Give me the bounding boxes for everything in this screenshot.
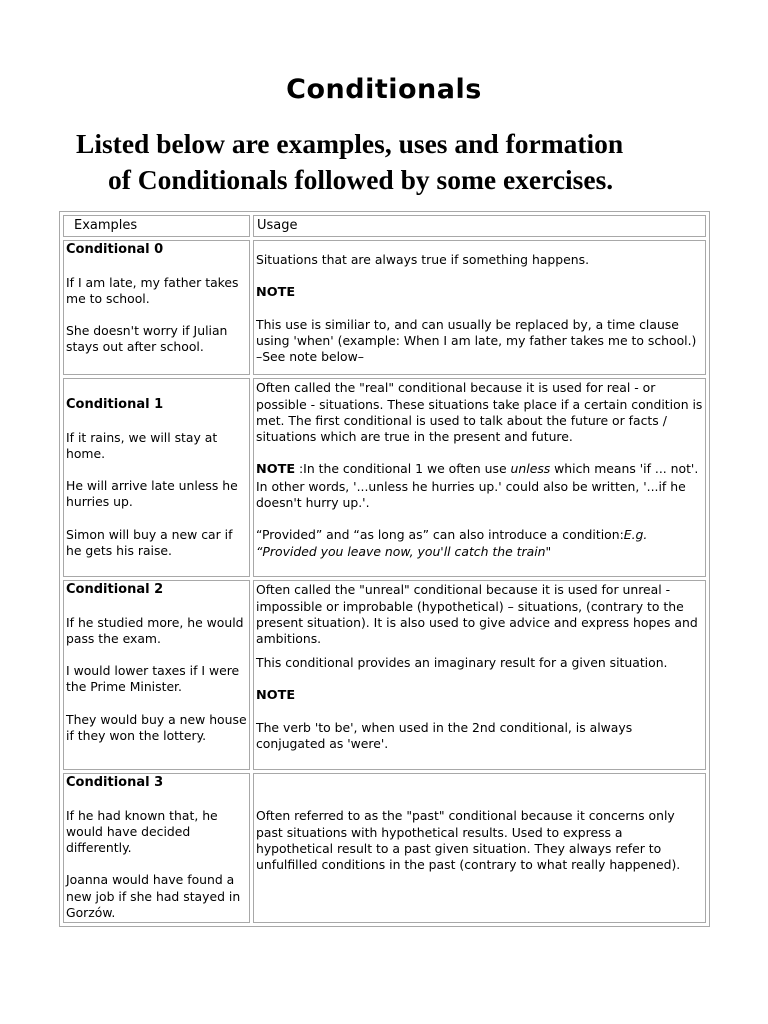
usage-text: Often called the "unreal" conditional because it is used for unreal - impossible or improbable (hypothetical) – situations, (contrary to the present situation). It is also used to give advice and express hopes and ambitions. [256,582,698,647]
usage-text: The verb 'to be', when used in the 2nd conditional, is always conjugated as 'were'. [256,720,633,752]
usage-cell [253,580,706,770]
note-label: NOTE [256,462,296,478]
header-examples: Examples [63,215,250,237]
example-text: He will arrive late unless he hurries up. [66,478,238,510]
table-row [63,773,706,923]
usage-emphasis: E.g. [623,527,648,543]
example-text: They would buy a new house if they won the lottery. [66,711,247,744]
table-row [63,580,706,770]
subtitle-line-1: Listed below are examples, uses and formation [76,128,624,159]
table-header-row [63,215,706,237]
usage-text [256,527,703,560]
usage-text: Often referred to as the "past" conditional because it concerns only past situations with hypothetical results. Used to express a hypothetical result to a past given situation. They always refer to unfulfilled conditions in the past (contrary to what really happened). [256,808,681,873]
example-text: If I am late, my father takes me to school. [66,274,239,306]
conditional-name: Conditional 0 [66,242,164,258]
note-emphasis: unless [510,461,551,477]
examples-cell [63,240,250,375]
note-label: NOTE [256,687,296,703]
page-title: Conditionals [286,74,482,105]
note-text: :In the conditional 1 we often use [295,461,511,477]
usage-text: This use is similiar to, and can usually be replaced by, a time clause using 'when' (example: When I am late, my father takes me to school.) –See note below– [256,316,697,365]
usage-text: Situations that are always true if something happens. [256,252,590,268]
example-text: She doesn't worry if Julian stays out after school. [66,323,228,355]
header-usage: Usage [253,215,706,237]
example-text: Joanna would have found a new job if she had stayed in Gorzów. [66,872,241,921]
usage-quote: “Provided you leave now, you'll catch the train [256,543,546,559]
usage-cell [253,240,706,375]
examples-cell [63,378,250,577]
usage-text: This conditional provides an imaginary result for a given situation. [256,655,668,671]
note-label: NOTE [256,284,296,300]
examples-cell [63,580,250,770]
conditional-name: Conditional 3 [66,775,164,791]
example-text: If he had known that, he would have decided differently. [66,807,218,856]
table-row [63,378,706,577]
example-text: If he studied more, he would pass the exam. [66,614,244,646]
usage-text: Often called the "real" conditional because it is used for real - or possible - situations. These situations take place if a certain condition is met. The first conditional is used to talk about the future or facts / situations which are true in the present and future. [256,380,703,445]
usage-cell [253,773,706,923]
examples-cell [63,773,250,923]
usage-note [256,461,703,511]
note-text: which means 'if ... not'. In other words, '...unless he hurries up.' could also be written, '...if he doesn't hurry up.'. [256,461,699,511]
example-text: I would lower taxes if I were the Prime Minister. [66,663,240,695]
subtitle-line-2: of Conditionals followed by some exercises. [108,164,614,195]
example-text: Simon will buy a new car if he gets his raise. [66,526,233,559]
conditional-name: Conditional 1 [66,397,164,413]
page-subtitle [76,126,716,198]
table-row [63,240,706,375]
example-text: If it rains, we will stay at home. [66,429,218,461]
conditional-name: Conditional 2 [66,582,164,598]
usage-text-part: " [545,543,552,559]
conditionals-table [59,211,710,927]
usage-text-part: “Provided” and “as long as” can also introduce a condition: [256,527,624,543]
usage-cell [253,378,706,577]
